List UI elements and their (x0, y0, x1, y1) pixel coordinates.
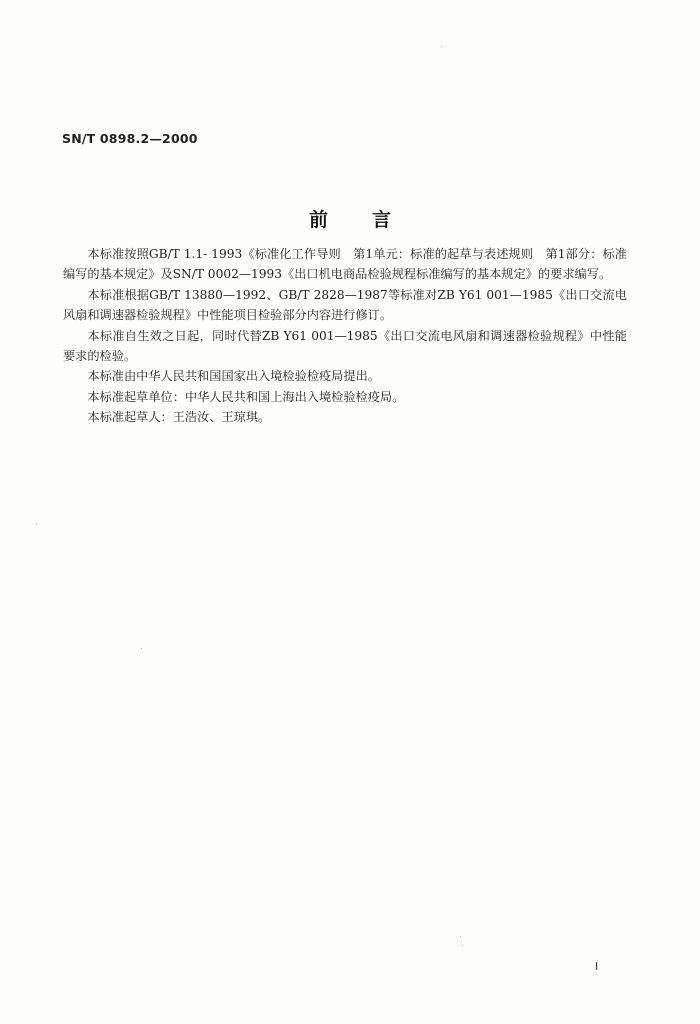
foreword-paragraph: 本标准起草人：王浩汝、王琼琪。 (87, 410, 271, 425)
page-number: I (595, 960, 599, 973)
foreword-paragraph: 本标准由中华人民共和国国家出入境检验检疫局提出。 (87, 369, 380, 384)
page-title: 前言 (308, 209, 435, 231)
foreword-paragraph: 本标准自生效之日起，同时代替ZB Y61 001—1985《出口交流电风扇和调速器检验规程》中性能要求的检验。 (63, 328, 627, 364)
scan-speck (462, 945, 463, 946)
foreword-paragraph: 本标准根据GB/T 13880—1992、GB/T 2828—1987等标准对ZB Y61 001—1985《出口交流电风扇和调速器检验规程》中性能项目检验部分内容进行修订。 (63, 287, 627, 323)
scan-speck (36, 524, 37, 525)
scan-speck (460, 936, 461, 937)
standard-code: SN/T 0898.2—2000 (62, 131, 198, 146)
scan-speck (441, 46, 442, 47)
foreword-paragraph: 本标准起草单位：中华人民共和国上海出入境检验检疫局。 (87, 389, 405, 404)
scan-speck (141, 648, 142, 649)
foreword-paragraph: 本标准按照GB/T 1.1- 1993《标准化工作导则 第1单元：标准的起草与表述规则 第1部分：标准编写的基本规定》及SN/T 0002—1993《出口机电商品检验规程标准编写的基本规定》的要求编写。 (63, 247, 627, 282)
foreword-body (63, 244, 627, 428)
